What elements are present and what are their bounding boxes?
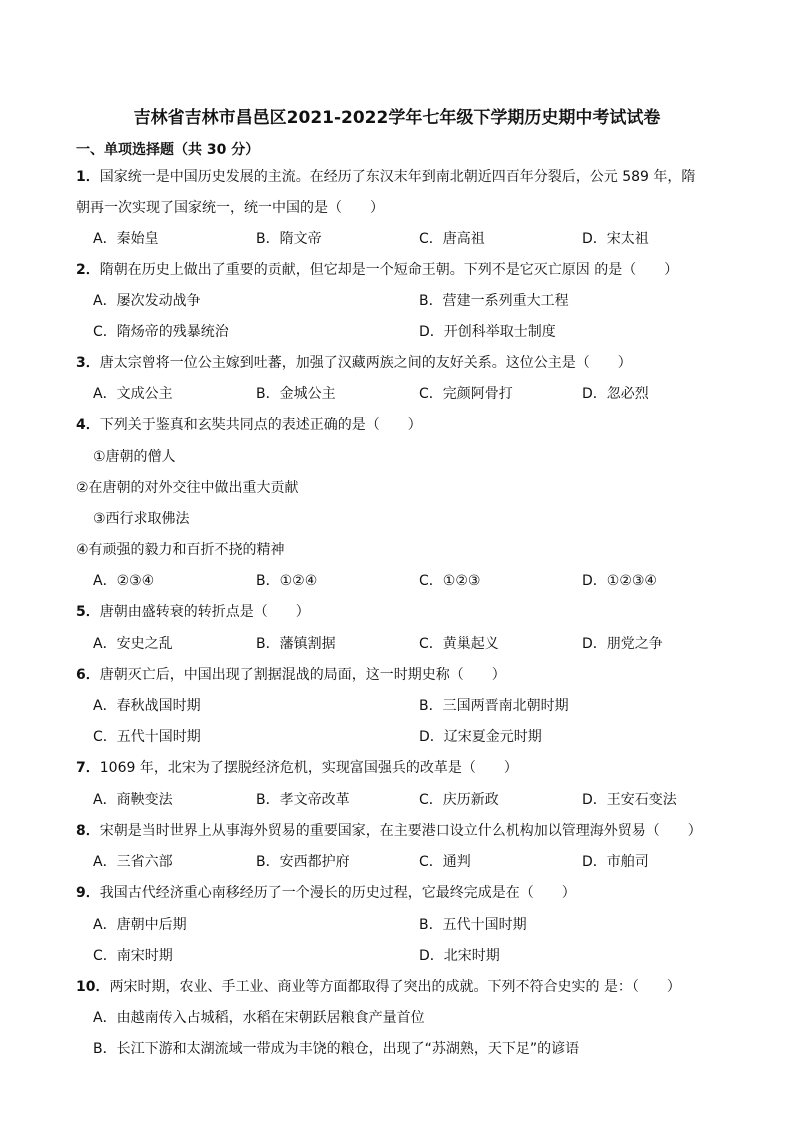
option-d[interactable]: D．辽宋夏金元时期 bbox=[419, 729, 542, 745]
option-b[interactable]: B．长江下游和太湖流域一带成为丰饶的粮仓，出现了“苏湖熟，天下足”的谚语 bbox=[93, 1041, 580, 1057]
question-number: 8． bbox=[76, 823, 100, 839]
option-d[interactable]: D．北宋时期 bbox=[419, 948, 500, 964]
option-c[interactable]: C．黄巢起义 bbox=[419, 636, 499, 652]
option-d[interactable]: D．宋太祖 bbox=[582, 231, 649, 247]
option-c[interactable]: C．南宋时期 bbox=[93, 948, 173, 964]
question-10 bbox=[76, 976, 681, 996]
option-a[interactable]: A．安史之乱 bbox=[93, 636, 173, 652]
question-7 bbox=[76, 757, 518, 777]
option-a[interactable]: A．文成公主 bbox=[93, 386, 173, 402]
option-d[interactable]: D．开创科举取士制度 bbox=[419, 324, 556, 340]
question-4 bbox=[76, 414, 422, 434]
question-1 bbox=[76, 166, 695, 186]
option-c[interactable]: C．①②③ bbox=[419, 573, 481, 589]
statement-3: ③西行求取佛法 bbox=[93, 511, 190, 527]
option-d[interactable]: D．①②③④ bbox=[582, 573, 657, 589]
statement-2: ②在唐朝的对外交往中做出重大贡献 bbox=[76, 480, 299, 496]
option-c[interactable]: C．完颜阿骨打 bbox=[419, 386, 513, 402]
question-text: 国家统一是中国历史发展的主流。在经历了东汉末年到南北朝近四百年分裂后，公元 589 年，隋 bbox=[99, 169, 696, 185]
question-number: 6． bbox=[76, 667, 100, 683]
question-5 bbox=[76, 601, 310, 621]
option-b[interactable]: B．隋文帝 bbox=[256, 231, 322, 247]
option-b[interactable]: B．金城公主 bbox=[256, 386, 336, 402]
statement-4: ④有顽强的毅力和百折不挠的精神 bbox=[76, 542, 285, 558]
question-text: 宋朝是当时世界上从事海外贸易的重要国家，在主要港口设立什么机构加以管理海外贸易（ ） bbox=[99, 823, 702, 839]
question-1-continuation: 朝再一次实现了国家统一，统一中国的是（ ） bbox=[76, 200, 384, 216]
section-heading: 一、单项选择题（共 30 分） bbox=[76, 142, 260, 158]
option-a[interactable]: A．屡次发动战争 bbox=[93, 293, 201, 309]
option-b[interactable]: B．营建一系列重大工程 bbox=[419, 293, 569, 309]
exam-title: 吉林省吉林市昌邑区2021-2022学年七年级下学期历史期中考试试卷 bbox=[133, 108, 661, 128]
question-8 bbox=[76, 820, 702, 840]
question-number: 3． bbox=[76, 355, 100, 371]
option-d[interactable]: D．王安石变法 bbox=[582, 792, 677, 808]
question-2 bbox=[76, 259, 678, 279]
question-text: 1069 年，北宋为了摆脱经济危机，实现富国强兵的改革是（ ） bbox=[99, 760, 518, 776]
option-c[interactable]: C．庆历新政 bbox=[419, 792, 499, 808]
question-text: 下列关于鉴真和玄奘共同点的表述正确的是（ ） bbox=[99, 417, 422, 433]
question-text: 唐朝灭亡后，中国出现了割据混战的局面，这一时期史称（ ） bbox=[99, 667, 506, 683]
question-number: 2． bbox=[76, 262, 100, 278]
question-number: 7． bbox=[76, 760, 100, 776]
option-b[interactable]: B．①②④ bbox=[256, 573, 318, 589]
option-a[interactable]: A．三省六部 bbox=[93, 854, 173, 870]
option-b[interactable]: B．孝文帝改革 bbox=[256, 792, 350, 808]
option-a[interactable]: A．秦始皇 bbox=[93, 231, 159, 247]
option-c[interactable]: C．通判 bbox=[419, 854, 471, 870]
question-number: 1． bbox=[76, 169, 100, 185]
option-a[interactable]: A．②③④ bbox=[93, 573, 155, 589]
option-d[interactable]: D．朋党之争 bbox=[582, 636, 663, 652]
option-b[interactable]: B．藩镇割据 bbox=[256, 636, 336, 652]
option-d[interactable]: D．忽必烈 bbox=[582, 386, 649, 402]
option-c[interactable]: C．唐高祖 bbox=[419, 231, 485, 247]
option-a[interactable]: A．唐朝中后期 bbox=[93, 917, 187, 933]
option-b[interactable]: B．三国两晋南北朝时期 bbox=[419, 698, 569, 714]
option-b[interactable]: B．安西都护府 bbox=[256, 854, 350, 870]
statement-1: ①唐朝的僧人 bbox=[93, 449, 176, 465]
question-text: 唐太宗曾将一位公主嫁到吐蕃，加强了汉藏两族之间的友好关系。这位公主是（ ） bbox=[99, 355, 632, 371]
question-number: 5． bbox=[76, 604, 100, 620]
option-d[interactable]: D．市舶司 bbox=[582, 854, 649, 870]
option-b[interactable]: B．五代十国时期 bbox=[419, 917, 527, 933]
question-number: 9． bbox=[76, 885, 100, 901]
option-a[interactable]: A．商鞅变法 bbox=[93, 792, 173, 808]
option-a[interactable]: A．由越南传入占城稻，水稻在宋朝跃居粮食产量首位 bbox=[93, 1010, 425, 1026]
question-number: 10． bbox=[76, 979, 110, 995]
option-a[interactable]: A．春秋战国时期 bbox=[93, 698, 201, 714]
question-text: 两宋时期，农业、手工业、商业等方面都取得了突出的成就。下列不符合史实的 是：（ ） bbox=[109, 979, 681, 995]
option-c[interactable]: C．五代十国时期 bbox=[93, 729, 201, 745]
question-text: 唐朝由盛转衰的转折点是（ ） bbox=[99, 604, 310, 620]
question-number: 4． bbox=[76, 417, 100, 433]
question-text: 我国古代经济重心南移经历了一个漫长的历史过程，它最终完成是在（ ） bbox=[99, 885, 576, 901]
option-c[interactable]: C．隋炀帝的残暴统治 bbox=[93, 324, 229, 340]
question-9 bbox=[76, 882, 576, 902]
question-3 bbox=[76, 352, 632, 372]
question-6 bbox=[76, 664, 506, 684]
question-text: 隋朝在历史上做出了重要的贡献，但它却是一个短命王朝。下列不是它灭亡原因 的是（ ） bbox=[99, 262, 679, 278]
